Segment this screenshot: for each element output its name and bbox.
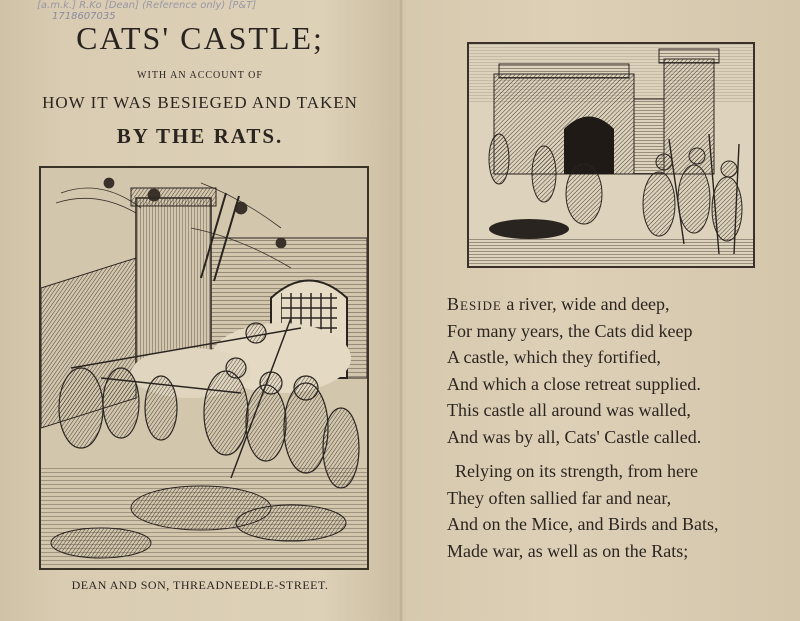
book-title: CATS' CASTLE; [76, 20, 324, 56]
castle-engraving [469, 44, 753, 266]
right-page [402, 0, 800, 621]
verse-line: They often sallied far and near, [447, 487, 672, 508]
verse-line: A castle, which they fortified, [447, 347, 661, 367]
castle-illustration [467, 42, 755, 268]
verse-line: And was by all, Cats' Castle called. [447, 426, 702, 447]
subtitle-bold: BY THE RATS. [116, 124, 284, 148]
verse-line: And on the Mice, and Birds and Bats, [447, 514, 719, 534]
drop-cap-word: Beside [447, 294, 502, 314]
pencil-id: 1718607035 [52, 11, 116, 22]
verse-line: And which a close retreat supplied. [447, 373, 701, 394]
pencil-annotation: [a.m.k.] R.Ko [Dean] (Reference only) [P&T] [37, 0, 257, 11]
frontispiece-illustration [39, 166, 369, 570]
subtitle-line: HOW IT WAS BESIEGED AND TAKEN [42, 93, 358, 112]
verse-line: Relying on its strength, from here [455, 461, 698, 481]
verse-line: For many years, the Cats did keep [447, 320, 693, 341]
stanza-1 [447, 291, 701, 450]
siege-engraving [41, 168, 367, 568]
verse-line: This castle all around was walled, [447, 400, 691, 420]
verse-line-text: a river, wide and deep, [501, 294, 670, 314]
imprint: DEAN AND SON, THREADNEEDLE-STREET. [71, 578, 329, 592]
verse-line [447, 291, 701, 318]
stanza-2 [447, 458, 718, 564]
subtitle-small: WITH AN ACCOUNT OF [137, 70, 263, 81]
verse-line: Made war, as well as on the Rats; [447, 540, 689, 561]
